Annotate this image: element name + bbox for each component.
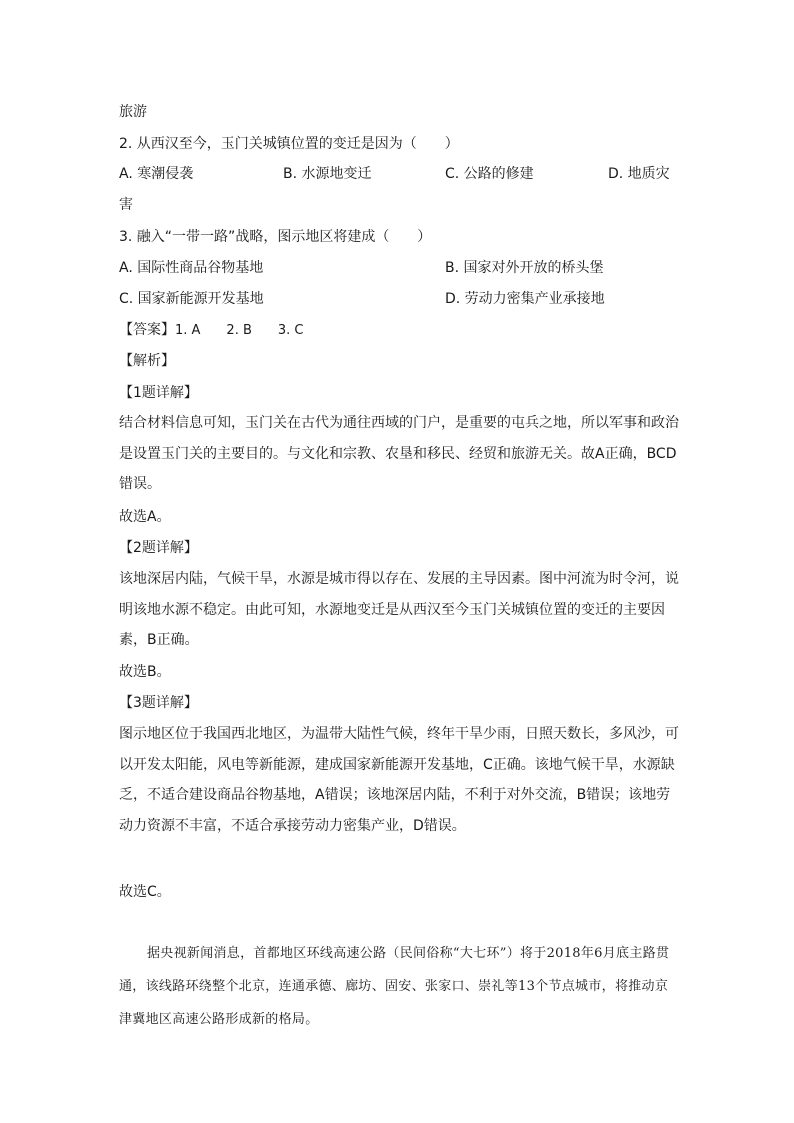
q1-tail-text: 旅游 (119, 104, 147, 120)
detail-3-title: 【3题详解】 (119, 695, 198, 711)
question-2-option-b: B. 水源地变迁 (283, 166, 372, 182)
answer-values: 1. A 2. B 3. C (175, 323, 304, 338)
detail-2-title: 【2题详解】 (119, 540, 198, 556)
question-3-stem: 3. 融入“一带一路”战略，图示地区将建成（ ） (119, 229, 432, 245)
question-3-option-b: B. 国家对外开放的桥头堡 (445, 260, 604, 276)
question-2-option-d: D. 地质灾 (608, 166, 670, 182)
detail-1-title: 【1题详解】 (119, 385, 198, 401)
detail-3-conclusion: 故选C。 (119, 884, 171, 900)
question-3-option-d: D. 劳动力密集产业承接地 (445, 291, 605, 307)
question-3-option-a: A. 国际性商品谷物基地 (119, 260, 264, 276)
detail-2-body: 该地深居内陆，气候干旱，水源是城市得以存在、发展的主导因素。图中河流为时令河，说明该地水源不稳定。由此可知，水源地变迁是从西汉至今玉门关城镇位置的变迁的主要因素，B正确。 (119, 571, 679, 648)
detail-3-body: 图示地区位于我国西北地区，为温带大陆性气候，终年干旱少雨，日照天数长，多风沙，可以开发太阳能，风电等新能源，建成国家新能源开发基地，C正确。该地气候干旱，水源缺乏，不适合建设商品谷物基地，A错误；该地深居内陆，不利于对外交流，B错误；该地劳动力资源不丰富，不适合承接劳动力密集产业，D错误。 (119, 726, 679, 834)
question-2-option-c: C. 公路的修建 (445, 166, 534, 182)
question-2-option-a: A. 寒潮侵袭 (119, 166, 194, 182)
analysis-label: 【解析】 (119, 353, 175, 369)
news-paragraph: 据央视新闻消息，首都地区环线高速公路（民间俗称“大七环”）将于2018年6月底主路贯通，该线路环绕整个北京，连通承德、廊坊、固安、张家口、崇礼等13个节点城市，将推动京津冀地区高速公路形成新的格局。 (119, 946, 670, 1027)
detail-2-conclusion: 故选B。 (119, 664, 171, 680)
question-2-stem: 2. 从西汉至今，玉门关城镇位置的变迁是因为（ ） (119, 136, 459, 152)
question-3-option-c: C. 国家新能源开发基地 (119, 291, 264, 307)
answer-row (119, 320, 304, 341)
detail-1-body: 结合材料信息可知，玉门关在古代为通往西域的门户，是重要的屯兵之地，所以军事和政治是设置玉门关的主要目的。与文化和宗教、农垦和移民、经贸和旅游无关。故A正确，BCD错误。 (119, 415, 679, 492)
question-2-option-d-tail: 害 (119, 197, 133, 213)
detail-1-conclusion: 故选A。 (119, 509, 171, 525)
answer-label: 【答案】 (119, 322, 175, 338)
